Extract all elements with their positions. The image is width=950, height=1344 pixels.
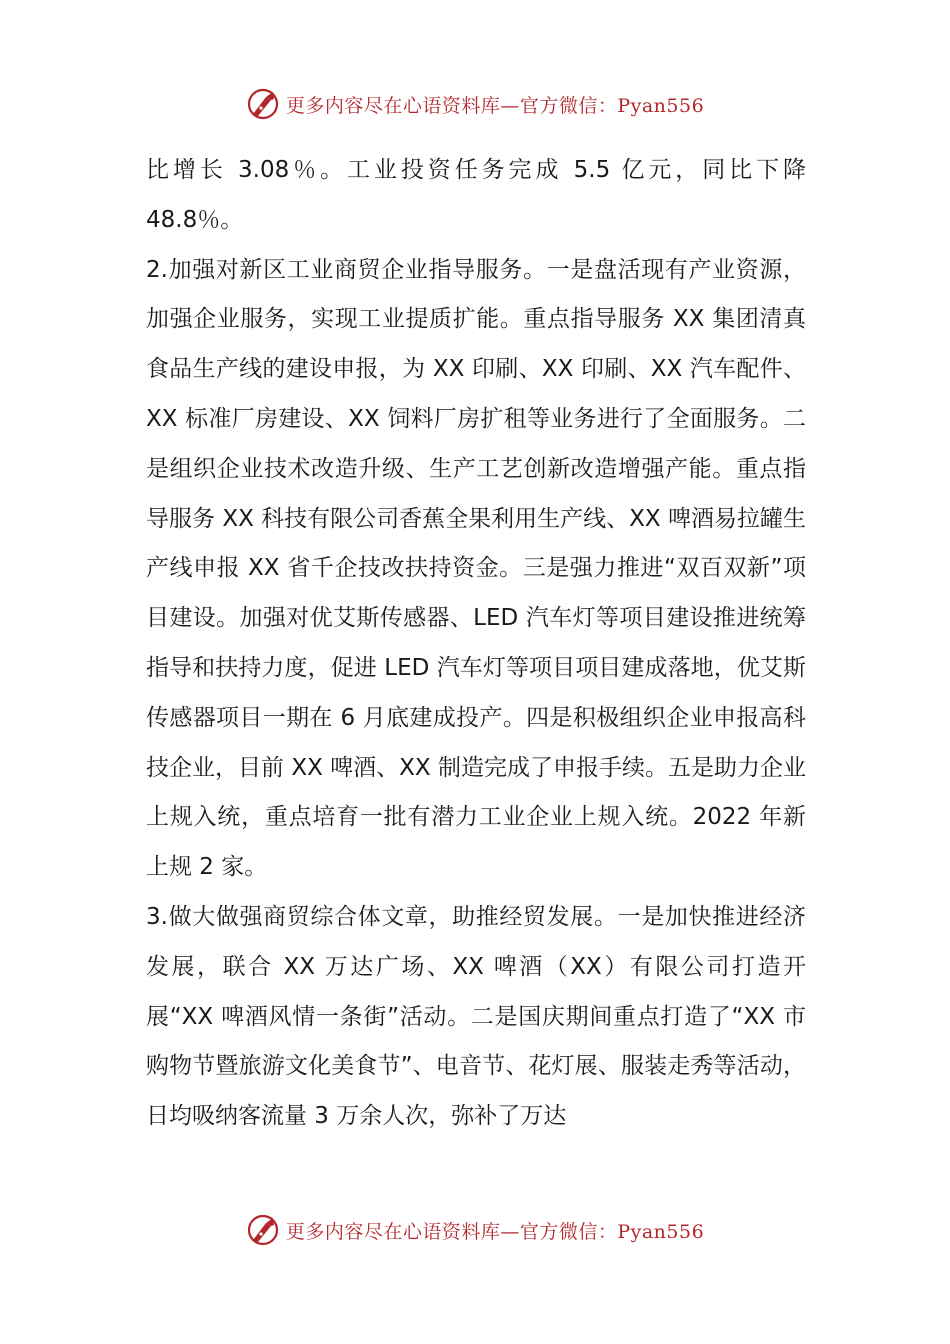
paragraph-2: 2.加强对新区工业商贸企业指导服务。一是盘活现有产业资源，加强企业服务，实现工业提质扩能。重点指导服务 XX 集团清真食品生产线的建设申报，为 XX 印刷、XX 印刷、XX 汽车配件、XX 标准厂房建设、XX 饲料厂房扩租等业务进行了全面服务。二是组织企业技术改造升级、生产工艺创新改造增强产能。重点指导服务 XX 科技有限公司香蕉全果利用生产线、XX 啤酒易拉罐生产线申报 XX 省千企技改扶持资金。三是强力推进“双百双新”项目建设。加强对优艾斯传感器、LED 汽车灯等项目建设推进统筹指导和扶持力度，促进 LED 汽车灯等项目项目建成落地，优艾斯传感器项目一期在 6 月底建成投产。四是积极组织企业申报高科技企业，目前 XX 啤酒、XX 制造完成了申报手续。五是助力企业上规入统，重点培育一批有潜力工业企业上规入统。2022 年新上规 2 家。 bbox=[146, 256, 806, 881]
paragraph-3: 3.做大做强商贸综合体文章，助推经贸发展。一是加快推进经济发展，联合 XX 万达广场、XX 啤酒（XX）有限公司打造开展“XX 啤酒风情一条街”活动。二是国庆期间重点打造了“XX 市购物节暨旅游文化美食节”、电音节、花灯展、服装走秀等活动，日均吸纳客流量 3 万余人次，弥补了万达 bbox=[146, 903, 806, 1130]
banner-text: 更多内容尽在心语资料库—官方微信：Pyan556 bbox=[285, 94, 705, 117]
paragraph-1: 比增长 3.08％。工业投资任务完成 5.5 亿元，同比下降 48.8％。 bbox=[146, 157, 806, 233]
pen-nib-icon bbox=[246, 1213, 280, 1247]
document-body bbox=[146, 146, 806, 1142]
footer-banner bbox=[0, 1210, 950, 1250]
pen-nib-icon bbox=[246, 87, 280, 121]
banner-text: 更多内容尽在心语资料库—官方微信：Pyan556 bbox=[285, 1220, 705, 1243]
header-banner bbox=[0, 84, 950, 124]
